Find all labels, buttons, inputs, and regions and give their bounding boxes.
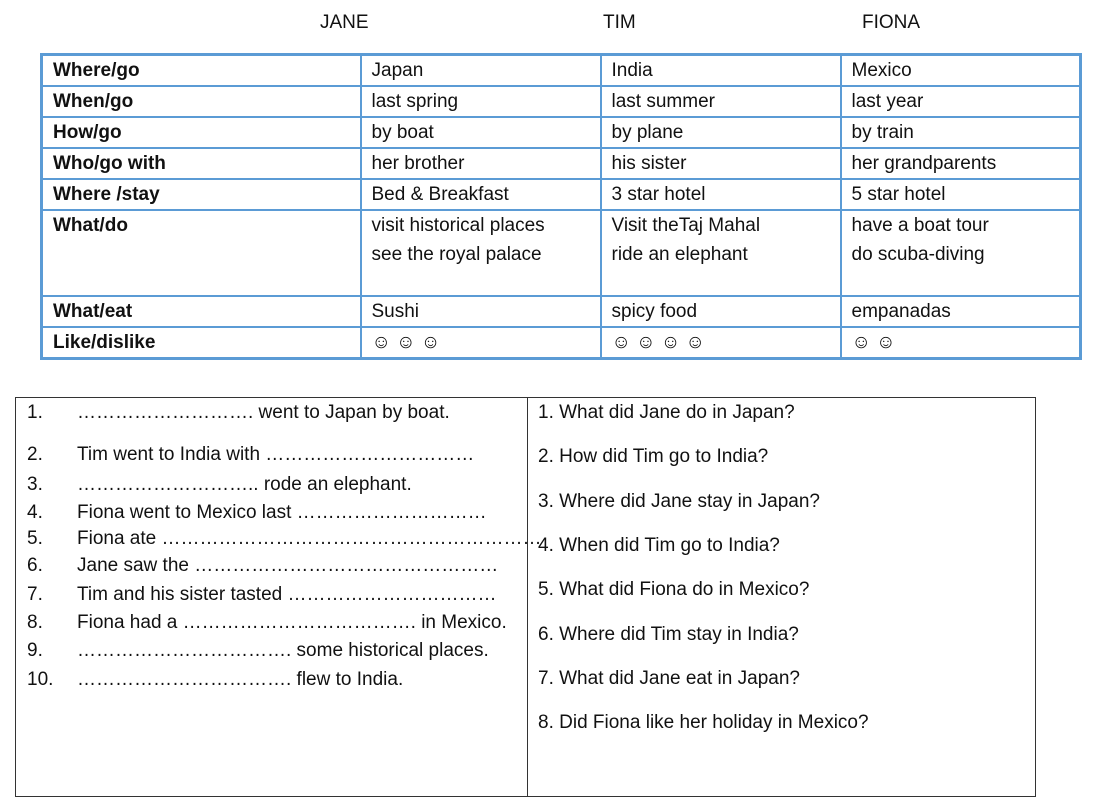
column-divider [527, 398, 528, 796]
cell-line: Sushi [371, 301, 420, 322]
table-cell [601, 296, 841, 327]
table-cell [601, 55, 841, 87]
cell-line: ☺ ☺ [851, 332, 896, 353]
cell-line: ride an elephant [611, 244, 748, 265]
sentence-text: Jane saw the ………………………………………… [77, 555, 499, 576]
cell-line: Japan [371, 60, 424, 81]
table-cell [361, 179, 601, 210]
table-cell [361, 117, 601, 148]
table-row-what-do [42, 210, 1081, 296]
header-fiona: FIONA [862, 12, 921, 33]
table-row-like-dislike [42, 327, 1081, 359]
cell-line: visit historical places [371, 215, 545, 236]
sentence-text: ……………………………. some historical places. [77, 640, 489, 661]
table-cell [601, 179, 841, 210]
cell-line: last year [851, 91, 924, 112]
table-cell [841, 117, 1081, 148]
sentence-number: 1. [27, 402, 43, 423]
table-cell [361, 296, 601, 327]
table-cell [601, 117, 841, 148]
sentence-number: 2. [27, 444, 43, 465]
cell-line: last summer [611, 91, 715, 112]
header-jane: JANE [320, 12, 369, 33]
cell-line: by boat [371, 122, 434, 143]
question-item: 6. Where did Tim stay in India? [538, 623, 799, 645]
cell-line: spicy food [611, 301, 698, 322]
exercise-box [15, 397, 1036, 797]
table-row-who-go-with [42, 148, 1081, 179]
row-label: Like/dislike [42, 327, 361, 359]
cell-line: Bed & Breakfast [371, 184, 509, 205]
cell-line: India [611, 60, 653, 81]
row-label: How/go [42, 117, 361, 148]
table-cell [601, 148, 841, 179]
cell-line: last spring [371, 91, 459, 112]
sentence-number: 7. [27, 584, 43, 605]
question-item: 4. When did Tim go to India? [538, 534, 780, 556]
table-cell [841, 86, 1081, 117]
table-cell [601, 210, 841, 296]
question-item: 1. What did Jane do in Japan? [538, 402, 795, 423]
holiday-info-table [40, 53, 1082, 360]
table-cell [361, 55, 601, 87]
table-row-what-eat [42, 296, 1081, 327]
sentence-text: ……………………………. flew to India. [77, 669, 404, 690]
sentence-text: Fiona ate …………………………………………………… [77, 528, 542, 549]
cell-line: see the royal palace [371, 244, 542, 265]
sentence-text: Fiona went to Mexico last ………………………… [77, 502, 487, 523]
table-row-when-go [42, 86, 1081, 117]
row-label: Where /stay [42, 179, 361, 210]
table-cell [361, 327, 601, 359]
row-label: What/do [42, 210, 361, 296]
cell-line: ☺ ☺ ☺ ☺ [611, 332, 705, 353]
sentence-number: 5. [27, 528, 43, 549]
cell-line: empanadas [851, 301, 951, 322]
cell-line: ☺ ☺ ☺ [371, 332, 441, 353]
cell-line: her brother [371, 153, 465, 174]
cell-line: Mexico [851, 60, 912, 81]
cell-line: her grandparents [851, 153, 997, 174]
sentence-text: Fiona had a ………………………………. in Mexico. [77, 612, 507, 633]
table-cell [361, 148, 601, 179]
cell-line: by train [851, 122, 914, 143]
sentence-number: 8. [27, 612, 43, 633]
cell-line: have a boat tour [851, 215, 989, 236]
row-label: When/go [42, 86, 361, 117]
cell-line: 3 star hotel [611, 184, 706, 205]
table-cell [841, 55, 1081, 87]
table-cell [841, 148, 1081, 179]
cell-line: 5 star hotel [851, 184, 946, 205]
table-cell [601, 327, 841, 359]
row-label: What/eat [42, 296, 361, 327]
cell-line: do scuba-diving [851, 244, 985, 265]
question-item: 2. How did Tim go to India? [538, 446, 769, 468]
table-cell [361, 210, 601, 296]
sentence-number: 4. [27, 502, 43, 523]
sentence-text: ………………………. went to Japan by boat. [77, 402, 450, 423]
sentence-text: Tim and his sister tasted …………………………… [77, 584, 497, 605]
table-cell [841, 327, 1081, 359]
table-cell [841, 210, 1081, 296]
table-cell [361, 86, 601, 117]
question-item: 8. Did Fiona like her holiday in Mexico? [538, 712, 869, 734]
table-row-where-go [42, 55, 1081, 87]
question-item: 7. What did Jane eat in Japan? [538, 667, 800, 689]
table-row-where-stay [42, 179, 1081, 210]
question-item: 5. What did Fiona do in Mexico? [538, 579, 810, 601]
cell-line: Visit theTaj Mahal [611, 215, 761, 236]
sentence-text: ……………………….. rode an elephant. [77, 474, 412, 495]
sentence-number: 10. [27, 669, 54, 690]
table-row-how-go [42, 117, 1081, 148]
cell-line: by plane [611, 122, 684, 143]
row-label: Where/go [42, 55, 361, 87]
sentence-number: 3. [27, 474, 43, 495]
table-cell [841, 179, 1081, 210]
row-label: Who/go with [42, 148, 361, 179]
sentence-number: 6. [27, 555, 43, 576]
sentence-text: Tim went to India with …………………………… [77, 444, 475, 465]
header-tim: TIM [603, 12, 636, 33]
cell-line: his sister [611, 153, 687, 174]
question-item: 3. Where did Jane stay in Japan? [538, 490, 821, 512]
table-cell [601, 86, 841, 117]
sentence-number: 9. [27, 640, 43, 661]
table-cell [841, 296, 1081, 327]
